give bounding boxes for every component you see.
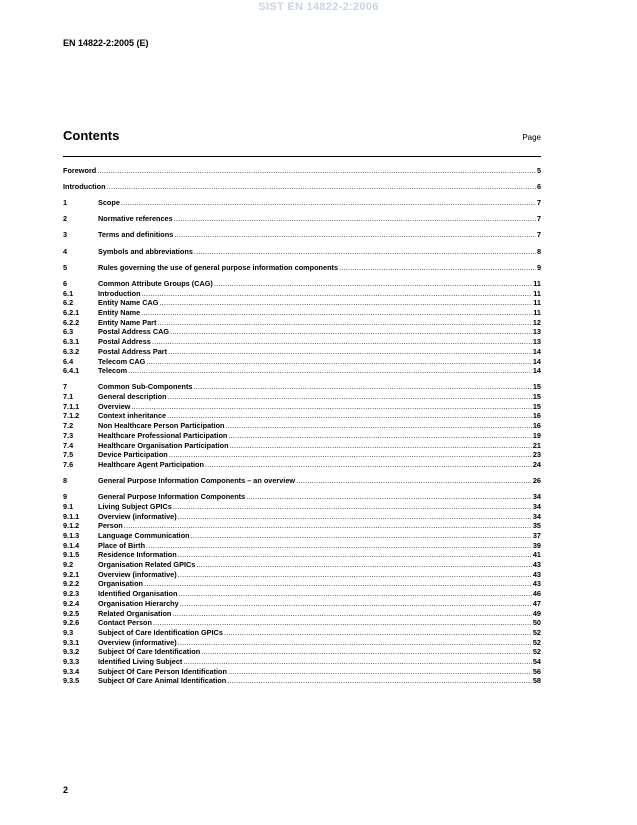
toc-entry[interactable] (63, 637, 541, 647)
dot-leader (131, 402, 531, 411)
toc-entry-page: 16 (532, 421, 541, 431)
toc-entry[interactable] (63, 511, 541, 521)
toc-entry-title: Entity Name (98, 308, 141, 318)
toc-entry[interactable] (63, 230, 541, 240)
toc-entry-page: 52 (532, 647, 541, 657)
toc-entry[interactable] (63, 278, 541, 288)
toc-entry-number: 7.3 (63, 430, 74, 440)
dot-leader (128, 366, 532, 375)
toc-entry-page: 5 (536, 165, 541, 175)
toc-entry[interactable] (63, 214, 541, 224)
toc-entry-title: Language Communication (98, 531, 190, 540)
toc-entry-title: General Purpose Information Components (98, 492, 246, 502)
dot-leader (224, 628, 532, 637)
toc-entry-title: Overview (98, 401, 131, 411)
toc-entry-number: 6.3.1 (63, 337, 80, 347)
toc-entry-title: Introduction (63, 181, 106, 191)
dot-leader (205, 460, 532, 469)
dot-leader (168, 392, 532, 401)
toc-entry-number: 6.3 (63, 327, 74, 337)
toc-entry-number: 9.1.5 (63, 550, 80, 560)
watermark: SIST EN 14822-2:2006 (258, 1, 379, 13)
toc-entry-page: 15 (532, 392, 541, 402)
toc-entry-title: General Purpose Information Components – an overview (98, 476, 296, 486)
toc-entry-title: Identified Living Subject (98, 656, 183, 666)
toc-entry-title: Foreword (63, 165, 97, 175)
dot-leader (180, 599, 532, 608)
toc-entry-title: Subject Of Care Identification (98, 647, 201, 657)
toc-entry[interactable] (63, 608, 541, 618)
toc-entry-title: Organisation Hierarchy (98, 598, 179, 608)
toc-entry[interactable] (63, 197, 541, 207)
dot-leader (194, 247, 536, 256)
toc-entry-page: 34 (532, 511, 541, 521)
toc-entry-number: 9.1.1 (63, 511, 80, 521)
toc-entry[interactable] (63, 382, 541, 392)
toc-entry-title: Healthcare Professional Participation (98, 430, 228, 440)
toc-entry[interactable] (63, 356, 541, 366)
toc-entry[interactable] (63, 262, 541, 272)
toc-entry-title: Common Sub-Components (98, 382, 193, 392)
toc-entry-number: 5 (63, 262, 68, 272)
toc-entry-page: 43 (532, 560, 541, 570)
toc-entry-page: 39 (532, 540, 541, 550)
toc-entry-number: 9.1.4 (63, 540, 80, 550)
toc-entry[interactable] (63, 521, 541, 531)
toc-entry-title: Overview (informative) (98, 637, 177, 647)
toc-entry-title: Postal Address CAG (98, 327, 170, 337)
toc-entry[interactable] (63, 298, 541, 308)
toc-entry-page: 56 (532, 666, 541, 676)
dot-leader (169, 450, 532, 459)
toc-entry-number: 6.4 (63, 356, 74, 366)
dot-leader (196, 560, 532, 569)
toc-entry[interactable] (63, 401, 541, 411)
toc-entry-page: 21 (532, 440, 541, 450)
toc-entry-title: Organisation Related GPICs (98, 560, 196, 570)
toc-entry[interactable] (63, 336, 541, 346)
toc-entry[interactable] (63, 346, 541, 356)
toc-entry-title: Subject Of Care Person Identification (98, 666, 227, 676)
toc-entry[interactable] (63, 588, 541, 598)
toc-entry-page: 16 (532, 411, 541, 421)
dot-leader (97, 166, 536, 175)
toc-entry-number: 7.1 (63, 392, 74, 402)
toc-entry-number: 9.2.3 (63, 589, 80, 599)
toc-entry-title: Entity Name Part (98, 317, 157, 327)
toc-entry-number: 1 (63, 198, 68, 208)
toc-entry-title: Overview (informative) (98, 511, 177, 521)
toc-entry[interactable] (63, 627, 541, 637)
toc-entry-title: Subject Of Care Animal Identification (98, 676, 227, 686)
toc-entry-number: 8 (63, 476, 68, 486)
toc-entry-number: 9.3 (63, 627, 74, 637)
toc-entry-title: Residence Information (98, 550, 177, 560)
toc-entry-title: Entity Name CAG (98, 298, 159, 308)
toc-entry-page: 7 (536, 198, 541, 208)
toc-entry[interactable] (63, 327, 541, 337)
dot-leader (227, 676, 532, 685)
toc-entry-page: 35 (532, 521, 541, 531)
dot-leader (146, 357, 532, 366)
toc-entry-title: Living Subject GPICs (98, 501, 172, 511)
toc-entry-number: 6.1 (63, 288, 74, 298)
dot-leader (159, 298, 532, 307)
toc-entry-title: Organisation (98, 579, 144, 589)
toc-entry-page: 11 (533, 308, 541, 318)
toc-entry[interactable] (63, 530, 541, 540)
dot-leader (142, 289, 533, 298)
toc-entry-title: Related Organisation (98, 608, 172, 618)
dot-leader (168, 347, 532, 356)
contents-heading: Contents (63, 128, 120, 143)
toc-entry[interactable] (63, 501, 541, 511)
toc-entry-number: 7.5 (63, 450, 74, 460)
toc-entry-page: 54 (532, 656, 541, 666)
toc-entry[interactable] (63, 440, 541, 450)
page-number: 2 (63, 785, 69, 795)
dot-leader (183, 657, 532, 666)
dot-leader (170, 327, 532, 336)
toc-entry[interactable] (63, 450, 541, 460)
toc-entry-page: 13 (532, 337, 541, 347)
page-column-label: Page (522, 133, 541, 142)
dot-leader (191, 531, 532, 540)
toc-entry-number: 7.1.2 (63, 411, 80, 421)
toc-entry-page: 19 (532, 430, 541, 440)
dot-leader (107, 182, 536, 191)
toc-entry-number: 6.2.2 (63, 317, 80, 327)
dot-leader (228, 431, 532, 440)
toc-entry-number: 9.3.5 (63, 676, 80, 686)
toc-entry-number: 6.2.1 (63, 308, 80, 318)
toc-entry-page: 13 (532, 327, 541, 337)
toc-entry-page: 24 (532, 459, 541, 469)
toc-entry-number: 9.3.2 (63, 647, 80, 657)
toc-entry[interactable] (63, 420, 541, 430)
toc-entry-number: 9.2 (63, 560, 74, 570)
toc-entry-page: 34 (532, 492, 541, 502)
toc-entry-number: 4 (63, 246, 68, 256)
toc-entry-number: 9.2.2 (63, 579, 80, 589)
toc-entry-number: 2 (63, 214, 68, 224)
toc-entry[interactable] (63, 676, 541, 686)
toc-entry-page: 7 (536, 214, 541, 224)
dot-leader (230, 441, 532, 450)
toc-entry-number: 3 (63, 230, 68, 240)
dot-leader (193, 382, 531, 391)
dot-leader (201, 647, 532, 656)
dot-leader (152, 337, 532, 346)
toc-entry-title: Overview (informative) (98, 569, 177, 579)
toc-entry-page: 49 (532, 608, 541, 618)
toc-entry-title: Identified Organisation (98, 589, 178, 599)
dot-leader (178, 638, 532, 647)
toc-entry-page: 52 (532, 637, 541, 647)
toc-entry-title: Healthcare Organisation Participation (98, 440, 229, 450)
dot-leader (214, 279, 532, 288)
toc-entry-page: 14 (532, 356, 541, 366)
dot-leader (167, 411, 532, 420)
dot-leader (146, 541, 532, 550)
toc-entry-number: 9.3.3 (63, 656, 80, 666)
toc-entry-title: Scope (98, 198, 120, 208)
toc-entry-page: 26 (532, 476, 541, 486)
toc-entry-title: Normative references (98, 214, 173, 224)
toc-entry[interactable] (63, 569, 541, 579)
toc-entry-number: 6 (63, 279, 68, 288)
toc-entry-title: Healthcare Agent Participation (98, 459, 204, 469)
toc-entry-page: 6 (536, 181, 541, 191)
toc-entry[interactable] (63, 366, 541, 376)
toc-entry-number: 6.4.1 (63, 366, 80, 376)
toc-entry-number: 9.1 (63, 501, 74, 511)
toc-entry[interactable] (63, 540, 541, 550)
toc-entry-page: 47 (532, 598, 541, 608)
toc-entry-page: 34 (532, 501, 541, 511)
toc-entry-number: 9 (63, 492, 68, 502)
toc-entry[interactable] (63, 307, 541, 317)
toc-entry-number: 9.2.5 (63, 608, 80, 618)
dot-leader (144, 579, 532, 588)
dot-leader (339, 263, 536, 272)
toc-entry-title: Person (98, 521, 123, 531)
toc-entry-page: 15 (532, 401, 541, 411)
toc-entry[interactable] (63, 430, 541, 440)
toc-entry-title: Non Healthcare Person Participation (98, 421, 225, 431)
toc-entry-title: Terms and definitions (98, 230, 174, 240)
toc-entry-title: Telecom (98, 366, 128, 376)
toc-entry-title: Symbols and abbreviations (98, 246, 193, 256)
toc-entry[interactable] (63, 288, 541, 298)
toc-entry-page: 52 (532, 627, 541, 637)
toc-entry-title: General description (98, 392, 167, 402)
toc-entry-title: Common Attribute Groups (CAG) (98, 279, 213, 288)
dot-leader (172, 609, 531, 618)
toc-entry-title: Contact Person (98, 618, 152, 628)
dot-leader (153, 618, 532, 627)
toc-entry-number: 9.3.4 (63, 666, 80, 676)
toc-entry-page: 14 (532, 346, 541, 356)
toc-entry[interactable] (63, 618, 541, 628)
toc-entry-page: 43 (532, 579, 541, 589)
dot-leader (246, 492, 532, 501)
dot-leader (228, 667, 532, 676)
dot-leader (178, 512, 532, 521)
toc-entry[interactable] (63, 411, 541, 421)
toc-entry-title: Introduction (98, 288, 141, 298)
toc-entry[interactable] (63, 246, 541, 256)
table-of-contents (63, 165, 541, 685)
toc-entry-number: 7.4 (63, 440, 74, 450)
dot-leader (296, 476, 532, 485)
toc-entry-title: Postal Address Part (98, 346, 168, 356)
dot-leader (174, 230, 536, 239)
dot-leader (124, 521, 532, 530)
toc-entry-page: 50 (532, 618, 541, 628)
toc-entry-title: Telecom CAG (98, 356, 146, 366)
toc-entry[interactable] (63, 550, 541, 560)
toc-entry-page: 11 (533, 279, 541, 288)
toc-entry-number: 9.2.4 (63, 598, 80, 608)
toc-entry-page: 8 (536, 246, 541, 256)
toc-entry-title: Subject of Care Identification GPICs (98, 627, 223, 637)
toc-entry-page: 15 (532, 382, 541, 392)
dot-leader (178, 570, 532, 579)
toc-entry-title: Context inheritance (98, 411, 167, 421)
toc-entry[interactable] (63, 165, 541, 175)
toc-entry-title: Rules governing the use of general purpose information components (98, 262, 339, 272)
dot-leader (157, 318, 531, 327)
toc-entry[interactable] (63, 656, 541, 666)
document-id: EN 14822-2:2005 (E) (63, 38, 149, 48)
toc-entry-page: 37 (532, 531, 541, 540)
toc-entry-title: Place of Birth (98, 540, 146, 550)
toc-entry[interactable] (63, 559, 541, 569)
dot-leader (178, 589, 531, 598)
dot-leader (173, 502, 532, 511)
toc-entry-page: 7 (536, 230, 541, 240)
dot-leader (174, 214, 536, 223)
toc-entry-number: 7 (63, 382, 68, 392)
toc-entry[interactable] (63, 647, 541, 657)
toc-entry-page: 11 (533, 298, 541, 308)
toc-entry-number: 9.1.3 (63, 531, 80, 540)
toc-entry-number: 9.2.1 (63, 569, 80, 579)
toc-entry-page: 23 (532, 450, 541, 460)
toc-entry-page: 9 (536, 262, 541, 272)
toc-entry-page: 14 (532, 366, 541, 376)
toc-entry[interactable] (63, 492, 541, 502)
toc-entry-number: 9.2.6 (63, 618, 80, 628)
dot-leader (226, 421, 532, 430)
toc-entry-number: 7.6 (63, 459, 74, 469)
dot-leader (121, 198, 536, 207)
toc-entry[interactable] (63, 391, 541, 401)
toc-entry-page: 46 (532, 589, 541, 599)
toc-entry-number: 6.3.2 (63, 346, 80, 356)
toc-entry[interactable] (63, 181, 541, 191)
heading-rule (63, 156, 541, 157)
toc-entry[interactable] (63, 459, 541, 469)
toc-entry[interactable] (63, 317, 541, 327)
toc-entry[interactable] (63, 579, 541, 589)
toc-entry-page: 43 (532, 569, 541, 579)
toc-entry-number: 9.1.2 (63, 521, 80, 531)
toc-entry-page: 12 (532, 317, 541, 327)
toc-entry[interactable] (63, 598, 541, 608)
toc-entry-number: 6.2 (63, 298, 74, 308)
toc-entry-number: 7.2 (63, 421, 74, 431)
toc-entry[interactable] (63, 666, 541, 676)
toc-entry-page: 58 (532, 676, 541, 686)
toc-entry-title: Postal Address (98, 337, 151, 347)
toc-entry-number: 7.1.1 (63, 401, 80, 411)
toc-entry-page: 41 (532, 550, 541, 560)
dot-leader (178, 550, 532, 559)
toc-entry-number: 9.3.1 (63, 637, 80, 647)
toc-entry-title: Device Participation (98, 450, 168, 460)
toc-entry[interactable] (63, 475, 541, 485)
dot-leader (141, 308, 532, 317)
toc-entry-page: 11 (533, 288, 541, 298)
